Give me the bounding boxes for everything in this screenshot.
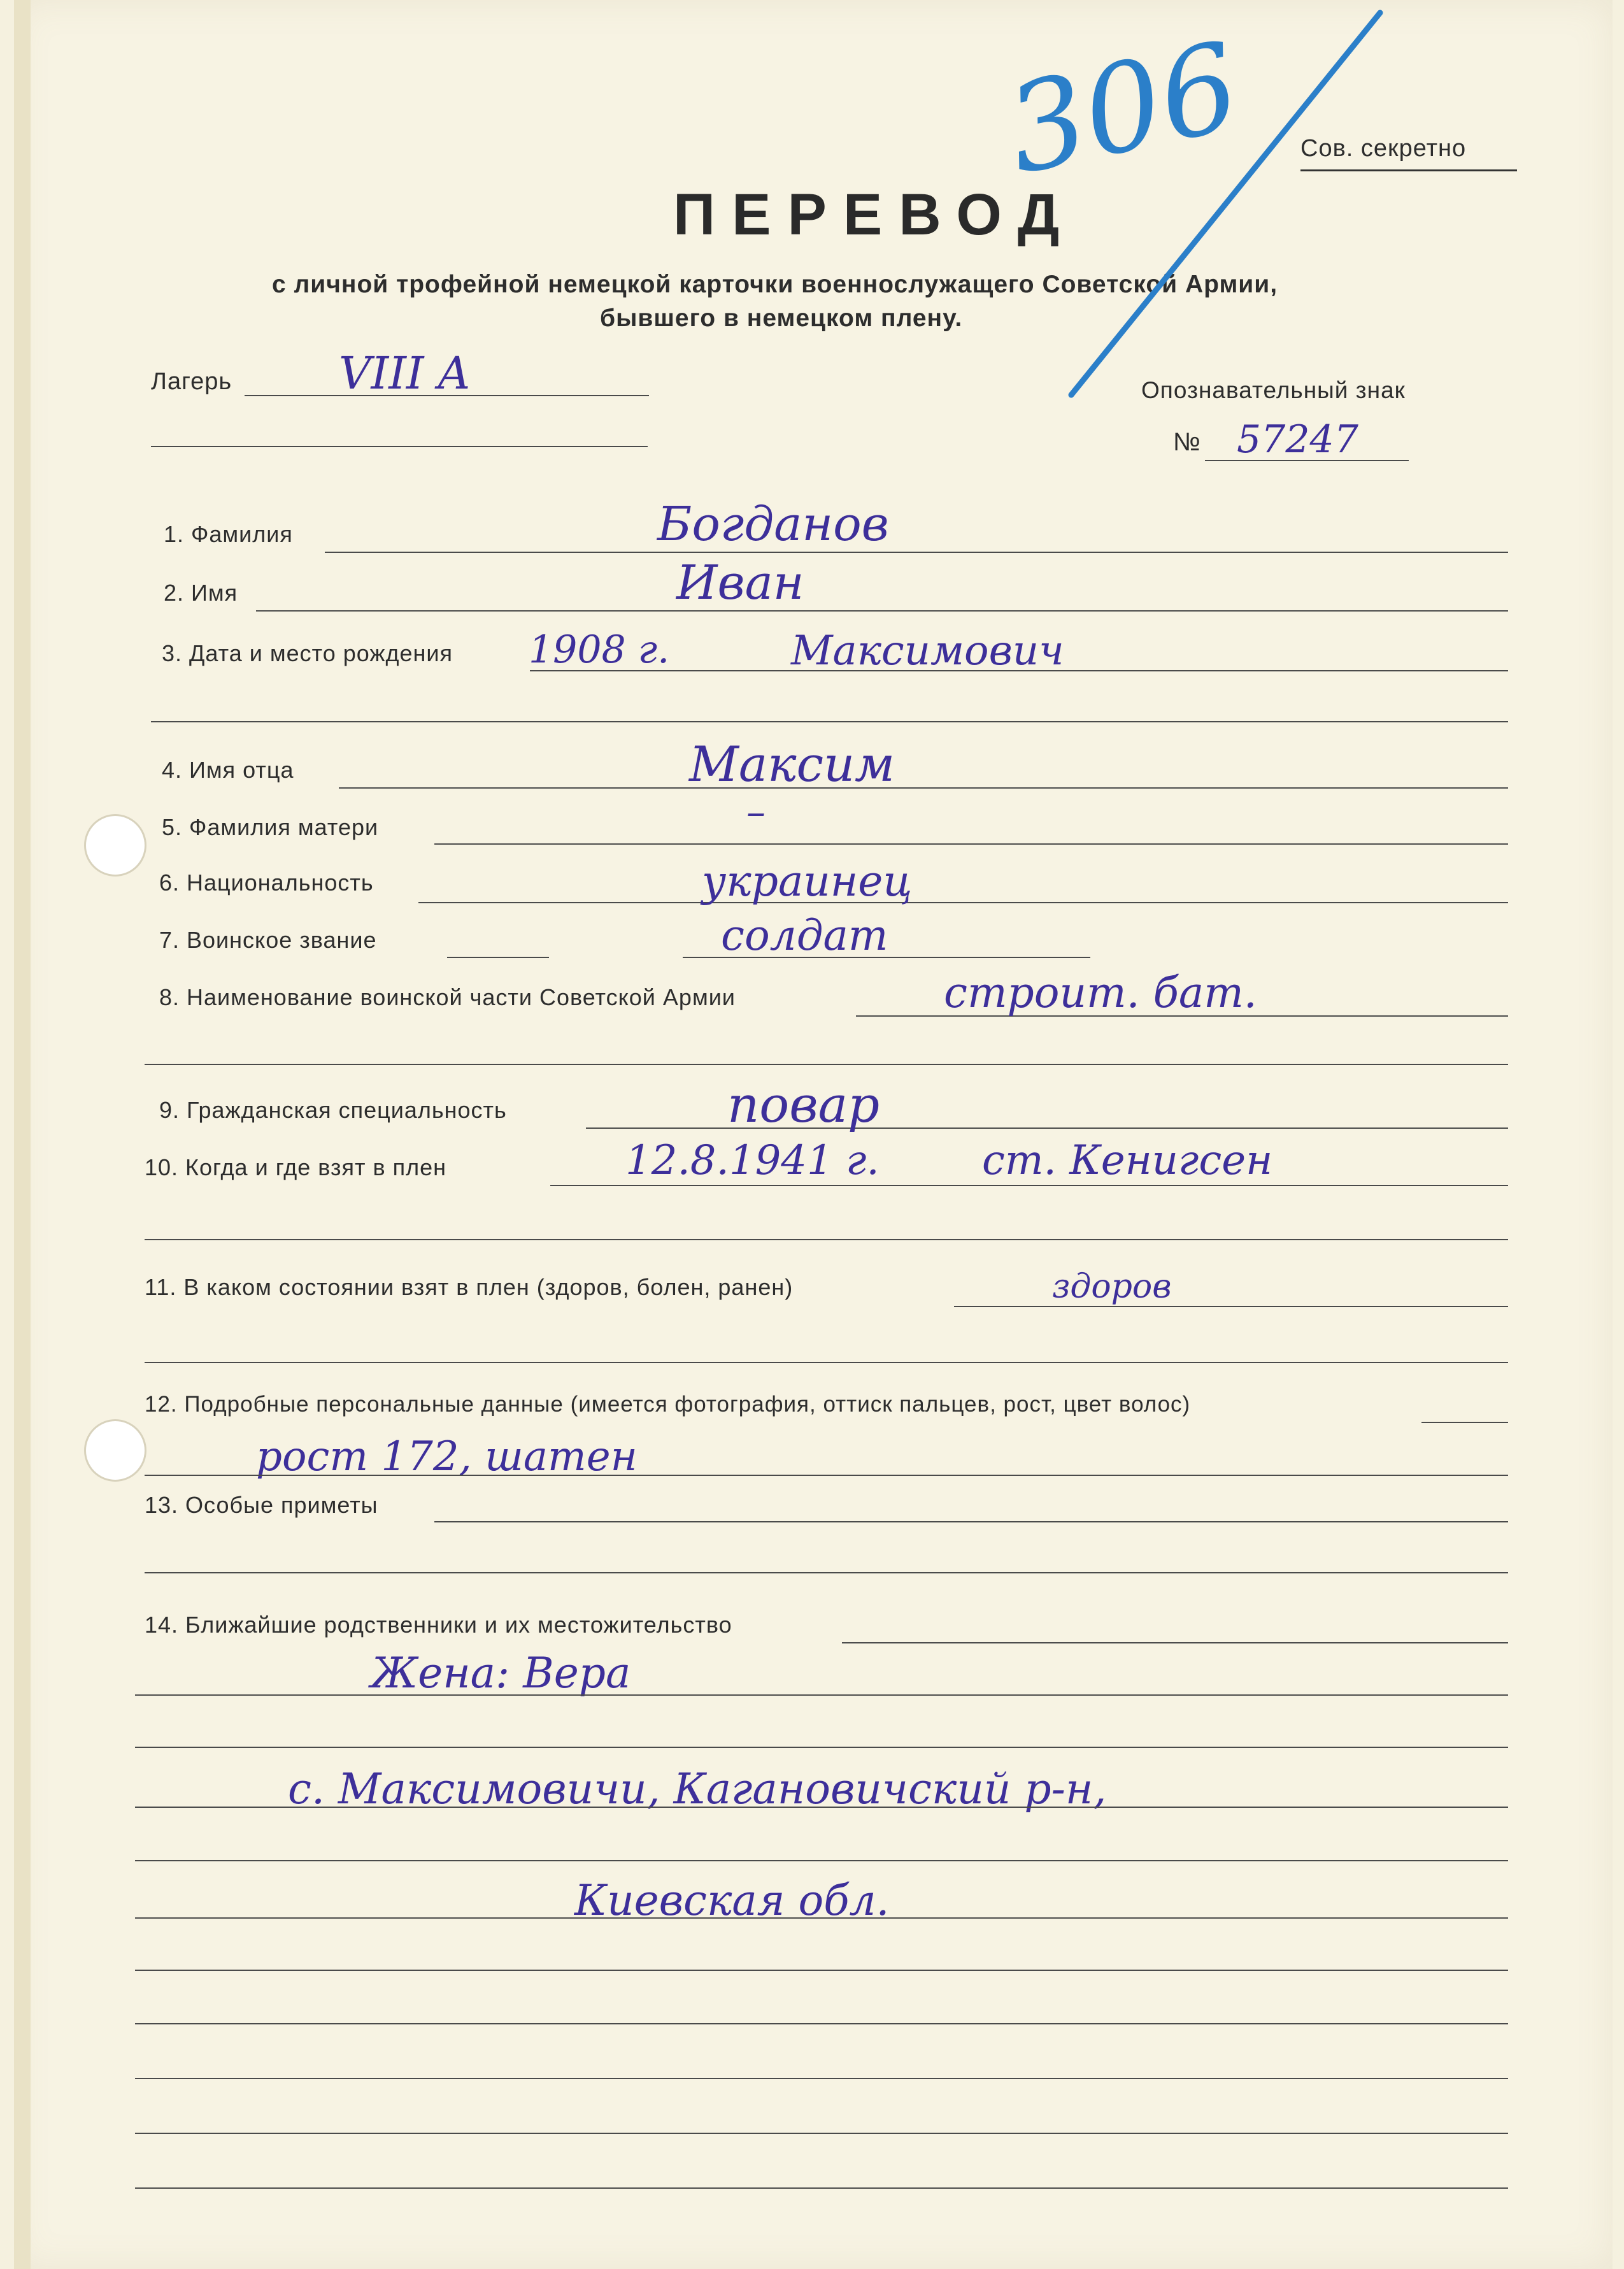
field-7-line-a bbox=[447, 957, 549, 958]
field-10-place: ст. Кенигсен bbox=[982, 1137, 1273, 1184]
field-13-line bbox=[434, 1521, 1508, 1522]
field-12-value: рост 172, шатен bbox=[256, 1433, 637, 1480]
punch-hole-top bbox=[84, 814, 146, 877]
field-7-label: 7. Воинское звание bbox=[159, 927, 377, 953]
field-1-value: Богданов bbox=[657, 497, 889, 552]
field-8-value: строит. бат. bbox=[944, 968, 1257, 1017]
field-14-line-10 bbox=[135, 2133, 1508, 2134]
field-12-line bbox=[1421, 1422, 1508, 1423]
field-12-label: 12. Подробные персональные данные (имеется фотография, оттиск пальцев, рост, цвет волос) bbox=[145, 1392, 1191, 1417]
field-4-label: 4. Имя отца bbox=[162, 757, 294, 783]
field-14-line-8 bbox=[135, 2023, 1508, 2024]
field-10-line bbox=[550, 1185, 1508, 1186]
file-number: 306 bbox=[995, 15, 1251, 202]
field-14-line-2 bbox=[135, 1694, 1508, 1696]
field-2-label: 2. Имя bbox=[164, 580, 238, 606]
field-8-label: 8. Наименование воинской части Советской Армии bbox=[159, 984, 736, 1010]
field-6-value: украинец bbox=[702, 857, 913, 906]
field-14-line bbox=[842, 1642, 1508, 1643]
field-14-label: 14. Ближайшие родственники и их местожительство bbox=[145, 1612, 732, 1638]
field-10-line-2 bbox=[145, 1239, 1508, 1240]
subtitle-line-2: бывшего в немецком плену. bbox=[600, 304, 963, 332]
field-4-value: Максим bbox=[689, 736, 895, 792]
field-2-line bbox=[256, 610, 1508, 612]
field-14-relative: Жена: Вера bbox=[371, 1649, 631, 1698]
field-3-label: 3. Дата и место рождения bbox=[162, 640, 453, 666]
camp-label: Лагерь bbox=[151, 368, 232, 395]
field-9-line bbox=[586, 1127, 1508, 1129]
field-3-place: Максимович bbox=[791, 627, 1064, 675]
document-sheet bbox=[14, 0, 1613, 2269]
field-5-line bbox=[434, 843, 1508, 845]
field-14-address: с. Максимовичи, Кагановичский р-н, bbox=[288, 1764, 1107, 1814]
field-6-line bbox=[418, 902, 1508, 903]
field-14-line-6 bbox=[135, 1917, 1508, 1919]
field-11-line-2 bbox=[145, 1362, 1508, 1363]
page-title: ПЕРЕВОД bbox=[673, 182, 1076, 247]
id-tag-number-sign: № bbox=[1173, 428, 1201, 456]
field-12-line-2 bbox=[145, 1475, 1508, 1476]
field-14-region: Киевская обл. bbox=[574, 1876, 890, 1925]
id-tag-value: 57247 bbox=[1237, 417, 1358, 462]
field-5-value: – bbox=[746, 790, 766, 834]
field-13-line-2 bbox=[145, 1572, 1508, 1573]
subtitle-line-1: с личной трофейной немецкой карточки военнослужащего Советской Армии, bbox=[272, 271, 1278, 298]
field-14-line-11 bbox=[135, 2187, 1508, 2189]
field-14-line-3 bbox=[135, 1747, 1508, 1748]
field-14-line-7 bbox=[135, 1970, 1508, 1971]
field-9-label: 9. Гражданская специальность bbox=[159, 1097, 507, 1123]
field-3-date: 1908 г. bbox=[529, 627, 670, 672]
field-9-value: повар bbox=[727, 1077, 880, 1134]
field-6-label: 6. Национальность bbox=[159, 870, 374, 896]
field-4-line bbox=[339, 787, 1508, 789]
camp-line-2 bbox=[151, 446, 648, 447]
field-11-value: здоров bbox=[1052, 1268, 1172, 1306]
field-1-line bbox=[325, 552, 1508, 553]
field-14-line-4 bbox=[135, 1807, 1508, 1808]
field-3-line-2 bbox=[151, 721, 1508, 722]
field-8-line-2 bbox=[145, 1064, 1508, 1065]
field-14-line-9 bbox=[135, 2078, 1508, 2079]
field-14-line-5 bbox=[135, 1860, 1508, 1861]
field-1-label: 1. Фамилия bbox=[164, 521, 293, 547]
field-11-label: 11. В каком состоянии взят в плен (здоров, болен, ранен) bbox=[145, 1274, 794, 1300]
field-13-label: 13. Особые приметы bbox=[145, 1492, 378, 1518]
field-5-label: 5. Фамилия матери bbox=[162, 814, 379, 840]
field-7-value: солдат bbox=[721, 911, 888, 960]
punch-hole-bottom bbox=[84, 1419, 146, 1482]
field-10-label: 10. Когда и где взят в плен bbox=[145, 1154, 446, 1180]
id-tag-label: Опознавательный знак bbox=[1141, 377, 1406, 403]
classification-stamp: Сов. секретно bbox=[1300, 135, 1467, 162]
camp-value: VIII A bbox=[339, 347, 471, 399]
field-10-date: 12.8.1941 г. bbox=[625, 1137, 880, 1184]
field-11-line bbox=[954, 1306, 1508, 1307]
field-2-value: Иван bbox=[676, 555, 804, 610]
pencil-slash-mark bbox=[14, 0, 1613, 446]
